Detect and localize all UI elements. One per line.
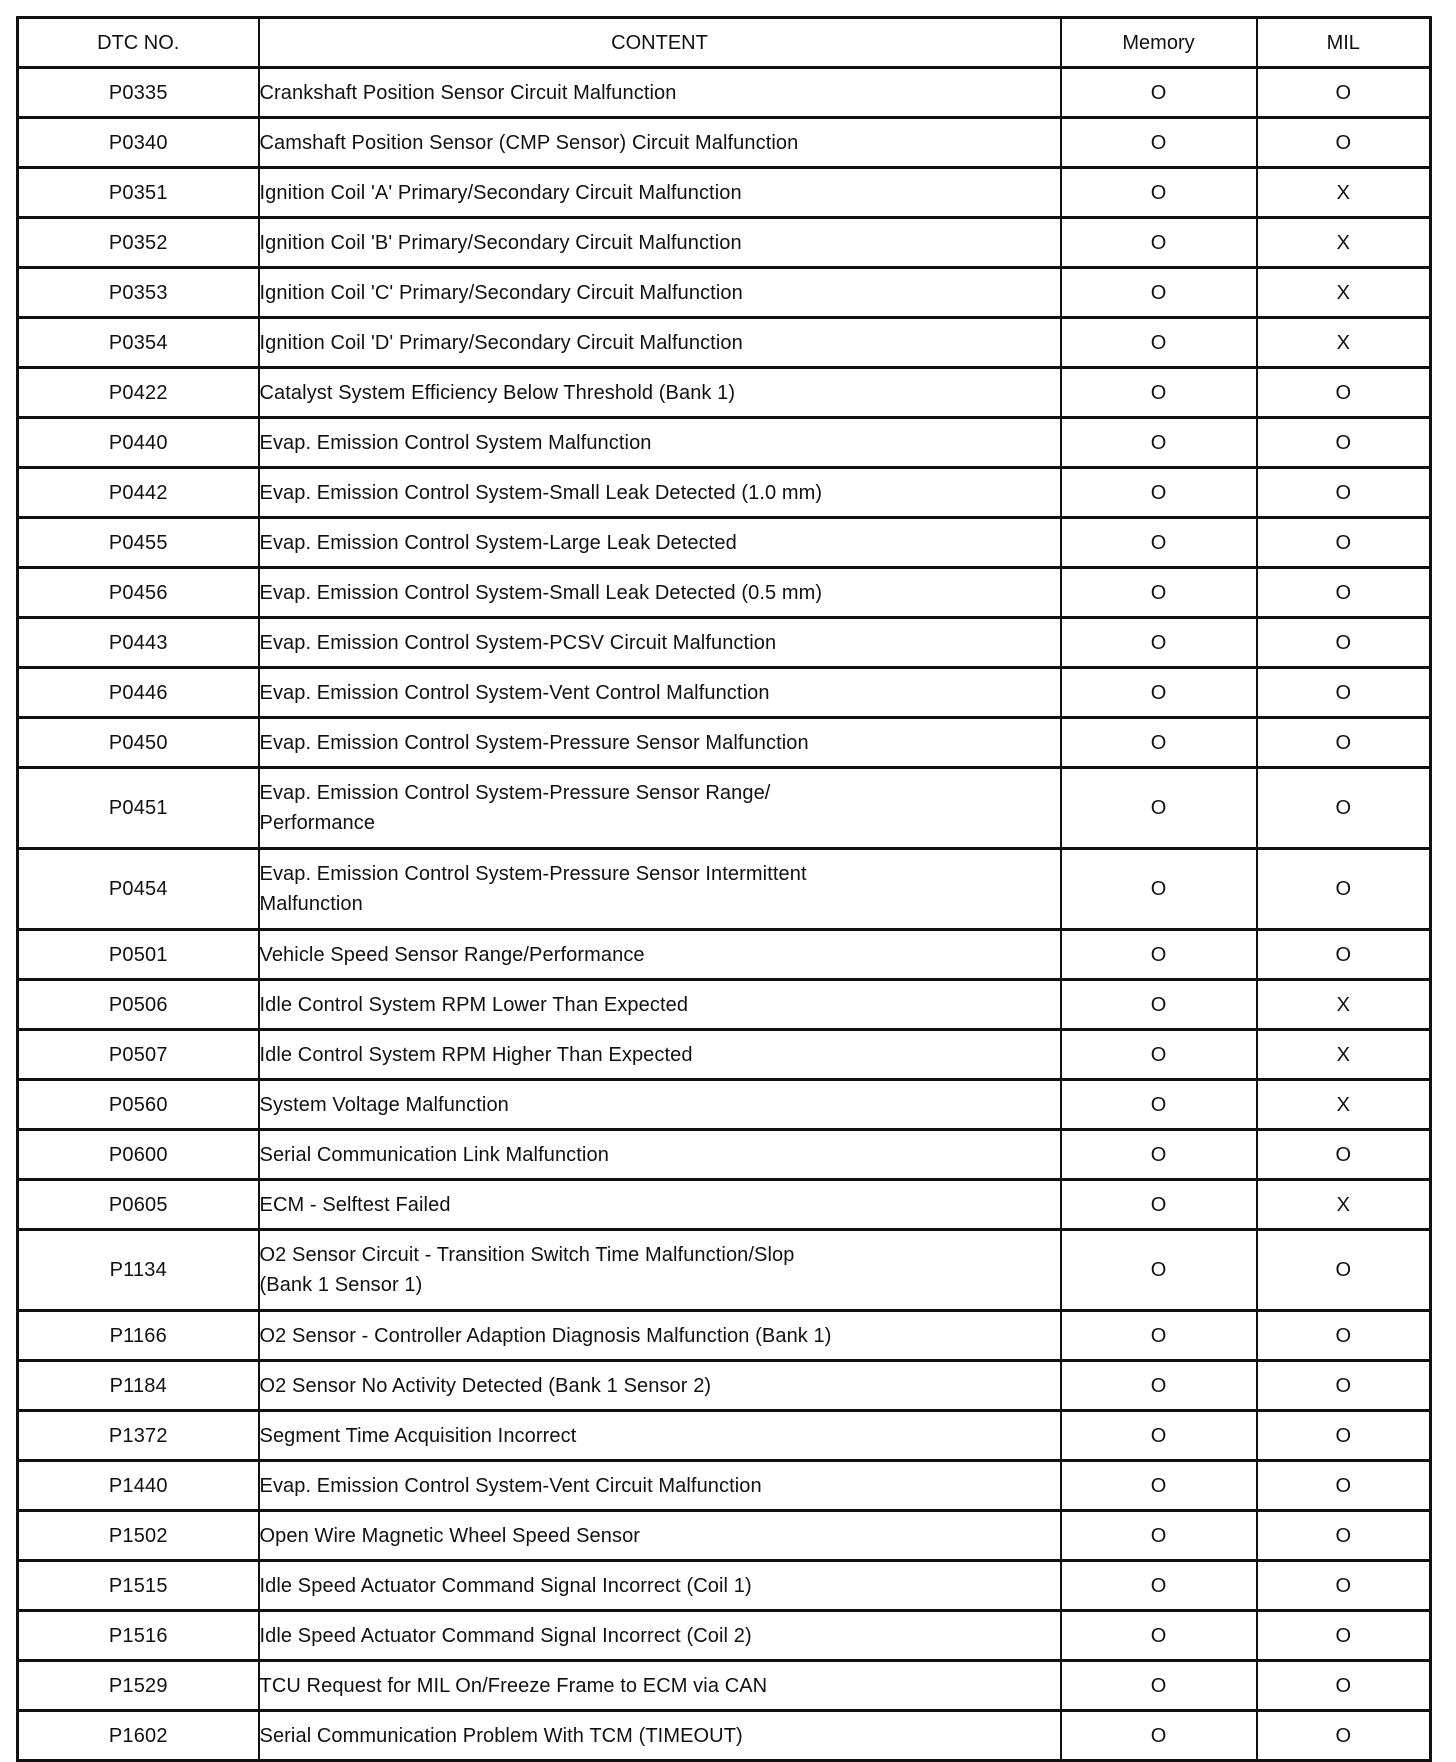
dtc-code-cell: P1166 (18, 1311, 259, 1361)
content-text-line: System Voltage Malfunction (259, 1093, 509, 1116)
memory-flag-cell: O (1061, 318, 1257, 368)
table-row (18, 1661, 1431, 1711)
dtc-code-cell: P0353 (18, 268, 259, 318)
content-cell (259, 1461, 1061, 1511)
dtc-code-cell: P1184 (18, 1361, 259, 1411)
mil-flag-cell: X (1257, 1180, 1431, 1230)
mil-flag-cell: O (1257, 518, 1431, 568)
table-row (18, 980, 1431, 1030)
mil-flag-cell: O (1257, 718, 1431, 768)
content-text-line: Open Wire Magnetic Wheel Speed Sensor (259, 1524, 641, 1547)
table-row (18, 1461, 1431, 1511)
dtc-code-cell: P0450 (18, 718, 259, 768)
mil-flag-cell: O (1257, 368, 1431, 418)
content-cell (259, 1130, 1061, 1180)
content-text-line: Idle Speed Actuator Command Signal Incorrect (Coil 2) (259, 1624, 752, 1647)
mil-flag-cell: O (1257, 668, 1431, 718)
memory-flag-cell: O (1061, 118, 1257, 168)
table-row (18, 418, 1431, 468)
dtc-code-cell: P0507 (18, 1030, 259, 1080)
mil-flag-cell: O (1257, 1130, 1431, 1180)
mil-flag-cell: O (1257, 1711, 1431, 1761)
content-text-line: (Bank 1 Sensor 1) (259, 1274, 423, 1296)
memory-flag-cell: O (1061, 1361, 1257, 1411)
content-text-line: Ignition Coil 'C' Primary/Secondary Circuit Malfunction (259, 281, 743, 304)
content-text-line: Evap. Emission Control System-PCSV Circuit Malfunction (259, 631, 777, 654)
content-cell (259, 118, 1061, 168)
mil-flag-cell: X (1257, 980, 1431, 1030)
table-row (18, 318, 1431, 368)
dtc-code-cell: P0560 (18, 1080, 259, 1130)
table-row (18, 268, 1431, 318)
table-row (18, 518, 1431, 568)
mil-flag-cell: O (1257, 418, 1431, 468)
table-row (18, 68, 1431, 118)
content-cell (259, 1230, 1061, 1311)
content-text-line: Evap. Emission Control System-Pressure Sensor Intermittent (259, 863, 807, 885)
table-row (18, 849, 1431, 930)
header-mil: MIL (1257, 18, 1431, 68)
table-row (18, 1361, 1431, 1411)
memory-flag-cell: O (1061, 68, 1257, 118)
memory-flag-cell: O (1061, 418, 1257, 468)
table-row (18, 168, 1431, 218)
content-cell (259, 418, 1061, 468)
memory-flag-cell: O (1061, 1611, 1257, 1661)
dtc-code-cell: P0422 (18, 368, 259, 418)
memory-flag-cell: O (1061, 1461, 1257, 1511)
memory-flag-cell: O (1061, 618, 1257, 668)
content-cell (259, 1561, 1061, 1611)
mil-flag-cell: O (1257, 930, 1431, 980)
memory-flag-cell: O (1061, 568, 1257, 618)
content-text-line: Serial Communication Problem With TCM (TIMEOUT) (259, 1724, 743, 1747)
dtc-code-cell: P0352 (18, 218, 259, 268)
content-text-line: Evap. Emission Control System-Vent Circuit Malfunction (259, 1474, 762, 1497)
mil-flag-cell: O (1257, 1411, 1431, 1461)
mil-flag-cell: X (1257, 1080, 1431, 1130)
table-row (18, 1230, 1431, 1311)
content-cell (259, 1361, 1061, 1411)
memory-flag-cell: O (1061, 768, 1257, 849)
memory-flag-cell: O (1061, 718, 1257, 768)
table-row (18, 1411, 1431, 1461)
content-text-line: Serial Communication Link Malfunction (259, 1143, 609, 1166)
dtc-code-cell: P1502 (18, 1511, 259, 1561)
table-row (18, 1130, 1431, 1180)
table-body (18, 68, 1431, 1761)
table-row (18, 768, 1431, 849)
content-text-line: Segment Time Acquisition Incorrect (259, 1424, 577, 1447)
content-text-line: Ignition Coil 'D' Primary/Secondary Circuit Malfunction (259, 331, 743, 354)
mil-flag-cell: O (1257, 1311, 1431, 1361)
dtc-code-cell: P0455 (18, 518, 259, 568)
mil-flag-cell: O (1257, 1661, 1431, 1711)
content-cell (259, 1311, 1061, 1361)
table-row (18, 218, 1431, 268)
content-cell (259, 568, 1061, 618)
memory-flag-cell: O (1061, 1411, 1257, 1461)
content-cell (259, 668, 1061, 718)
dtc-code-cell: P0340 (18, 118, 259, 168)
dtc-code-cell: P0354 (18, 318, 259, 368)
dtc-code-cell: P1440 (18, 1461, 259, 1511)
content-text-line: Malfunction (259, 893, 363, 915)
header-dtc-no: DTC NO. (18, 18, 259, 68)
dtc-code-cell: P1515 (18, 1561, 259, 1611)
dtc-code-cell: P0335 (18, 68, 259, 118)
content-text-line: ECM - Selftest Failed (259, 1193, 451, 1216)
content-text-line: O2 Sensor - Controller Adaption Diagnosis Malfunction (Bank 1) (259, 1324, 832, 1347)
table-row (18, 368, 1431, 418)
dtc-code-cell: P0451 (18, 768, 259, 849)
dtc-code-cell: P1602 (18, 1711, 259, 1761)
memory-flag-cell: O (1061, 1311, 1257, 1361)
memory-flag-cell: O (1061, 1130, 1257, 1180)
content-cell (259, 1180, 1061, 1230)
memory-flag-cell: O (1061, 368, 1257, 418)
content-cell (259, 768, 1061, 849)
mil-flag-cell: O (1257, 1361, 1431, 1411)
content-text-line: Camshaft Position Sensor (CMP Sensor) Circuit Malfunction (259, 131, 799, 154)
mil-flag-cell: X (1257, 318, 1431, 368)
content-cell (259, 318, 1061, 368)
memory-flag-cell: O (1061, 1180, 1257, 1230)
memory-flag-cell: O (1061, 168, 1257, 218)
content-text-line: O2 Sensor No Activity Detected (Bank 1 Sensor 2) (259, 1374, 712, 1397)
table-header-row (18, 18, 1431, 68)
content-cell (259, 68, 1061, 118)
content-cell (259, 1030, 1061, 1080)
dtc-table (16, 16, 1432, 1762)
content-text-line: TCU Request for MIL On/Freeze Frame to ECM via CAN (259, 1674, 768, 1697)
content-text-line: Vehicle Speed Sensor Range/Performance (259, 943, 645, 966)
header-content: CONTENT (259, 18, 1061, 68)
memory-flag-cell: O (1061, 1661, 1257, 1711)
content-text-line: O2 Sensor Circuit - Transition Switch Time Malfunction/Slop (259, 1244, 795, 1266)
dtc-code-cell: P0506 (18, 980, 259, 1030)
table-row (18, 468, 1431, 518)
mil-flag-cell: X (1257, 1030, 1431, 1080)
memory-flag-cell: O (1061, 518, 1257, 568)
content-cell (259, 718, 1061, 768)
dtc-code-cell: P0440 (18, 418, 259, 468)
dtc-code-cell: P0446 (18, 668, 259, 718)
mil-flag-cell: O (1257, 1611, 1431, 1661)
table-row (18, 1180, 1431, 1230)
content-cell (259, 218, 1061, 268)
content-cell (259, 1611, 1061, 1661)
mil-flag-cell: O (1257, 468, 1431, 518)
content-text-line: Evap. Emission Control System-Small Leak Detected (0.5 mm) (259, 581, 823, 604)
content-text-line: Evap. Emission Control System-Vent Control Malfunction (259, 681, 770, 704)
content-text-line: Idle Speed Actuator Command Signal Incorrect (Coil 1) (259, 1574, 752, 1597)
dtc-code-cell: P0454 (18, 849, 259, 930)
table-row (18, 1611, 1431, 1661)
content-cell (259, 518, 1061, 568)
memory-flag-cell: O (1061, 980, 1257, 1030)
content-text-line: Performance (259, 812, 376, 834)
content-cell (259, 980, 1061, 1030)
dtc-code-cell: P1529 (18, 1661, 259, 1711)
content-text-line: Idle Control System RPM Higher Than Expected (259, 1043, 693, 1066)
content-text-line: Evap. Emission Control System-Pressure Sensor Range/ (259, 782, 771, 804)
memory-flag-cell: O (1061, 930, 1257, 980)
memory-flag-cell: O (1061, 1030, 1257, 1080)
content-cell (259, 168, 1061, 218)
mil-flag-cell: O (1257, 118, 1431, 168)
dtc-code-cell: P0456 (18, 568, 259, 618)
content-cell (259, 1080, 1061, 1130)
mil-flag-cell: X (1257, 168, 1431, 218)
mil-flag-cell: O (1257, 1561, 1431, 1611)
content-text-line: Idle Control System RPM Lower Than Expected (259, 993, 689, 1016)
dtc-code-cell: P0600 (18, 1130, 259, 1180)
dtc-code-cell: P0501 (18, 930, 259, 980)
memory-flag-cell: O (1061, 668, 1257, 718)
content-cell (259, 268, 1061, 318)
content-cell (259, 1511, 1061, 1561)
memory-flag-cell: O (1061, 1711, 1257, 1761)
table-row (18, 618, 1431, 668)
content-cell (259, 930, 1061, 980)
memory-flag-cell: O (1061, 1230, 1257, 1311)
content-text-line: Catalyst System Efficiency Below Threshold (Bank 1) (259, 381, 736, 404)
table-row (18, 1311, 1431, 1361)
memory-flag-cell: O (1061, 218, 1257, 268)
content-text-line: Ignition Coil 'A' Primary/Secondary Circuit Malfunction (259, 181, 742, 204)
header-memory: Memory (1061, 18, 1257, 68)
mil-flag-cell: O (1257, 68, 1431, 118)
memory-flag-cell: O (1061, 849, 1257, 930)
dtc-code-cell: P1372 (18, 1411, 259, 1461)
dtc-code-cell: P1134 (18, 1230, 259, 1311)
memory-flag-cell: O (1061, 1511, 1257, 1561)
content-text-line: Ignition Coil 'B' Primary/Secondary Circuit Malfunction (259, 231, 742, 254)
mil-flag-cell: O (1257, 1461, 1431, 1511)
dtc-code-cell: P0605 (18, 1180, 259, 1230)
memory-flag-cell: O (1061, 268, 1257, 318)
table-row (18, 1511, 1431, 1561)
content-text-line: Crankshaft Position Sensor Circuit Malfunction (259, 81, 677, 104)
content-cell (259, 849, 1061, 930)
memory-flag-cell: O (1061, 468, 1257, 518)
table-row (18, 1030, 1431, 1080)
table-row (18, 668, 1431, 718)
content-cell (259, 1711, 1061, 1761)
memory-flag-cell: O (1061, 1561, 1257, 1611)
mil-flag-cell: O (1257, 618, 1431, 668)
mil-flag-cell: X (1257, 218, 1431, 268)
content-cell (259, 1411, 1061, 1461)
dtc-code-cell: P0351 (18, 168, 259, 218)
mil-flag-cell: O (1257, 1230, 1431, 1311)
memory-flag-cell: O (1061, 1080, 1257, 1130)
dtc-code-cell: P0443 (18, 618, 259, 668)
table-row (18, 1561, 1431, 1611)
content-cell (259, 368, 1061, 418)
table-row (18, 930, 1431, 980)
content-cell (259, 618, 1061, 668)
content-text-line: Evap. Emission Control System Malfunction (259, 431, 652, 454)
content-text-line: Evap. Emission Control System-Small Leak Detected (1.0 mm) (259, 481, 823, 504)
dtc-code-cell: P1516 (18, 1611, 259, 1661)
mil-flag-cell: O (1257, 768, 1431, 849)
mil-flag-cell: O (1257, 568, 1431, 618)
mil-flag-cell: O (1257, 849, 1431, 930)
table-row (18, 118, 1431, 168)
content-text-line: Evap. Emission Control System-Pressure Sensor Malfunction (259, 731, 809, 754)
dtc-code-cell: P0442 (18, 468, 259, 518)
mil-flag-cell: X (1257, 268, 1431, 318)
table-row (18, 1080, 1431, 1130)
table-row (18, 1711, 1431, 1761)
mil-flag-cell: O (1257, 1511, 1431, 1561)
content-cell (259, 468, 1061, 518)
table-row (18, 718, 1431, 768)
table-row (18, 568, 1431, 618)
content-cell (259, 1661, 1061, 1711)
content-text-line: Evap. Emission Control System-Large Leak Detected (259, 531, 737, 554)
